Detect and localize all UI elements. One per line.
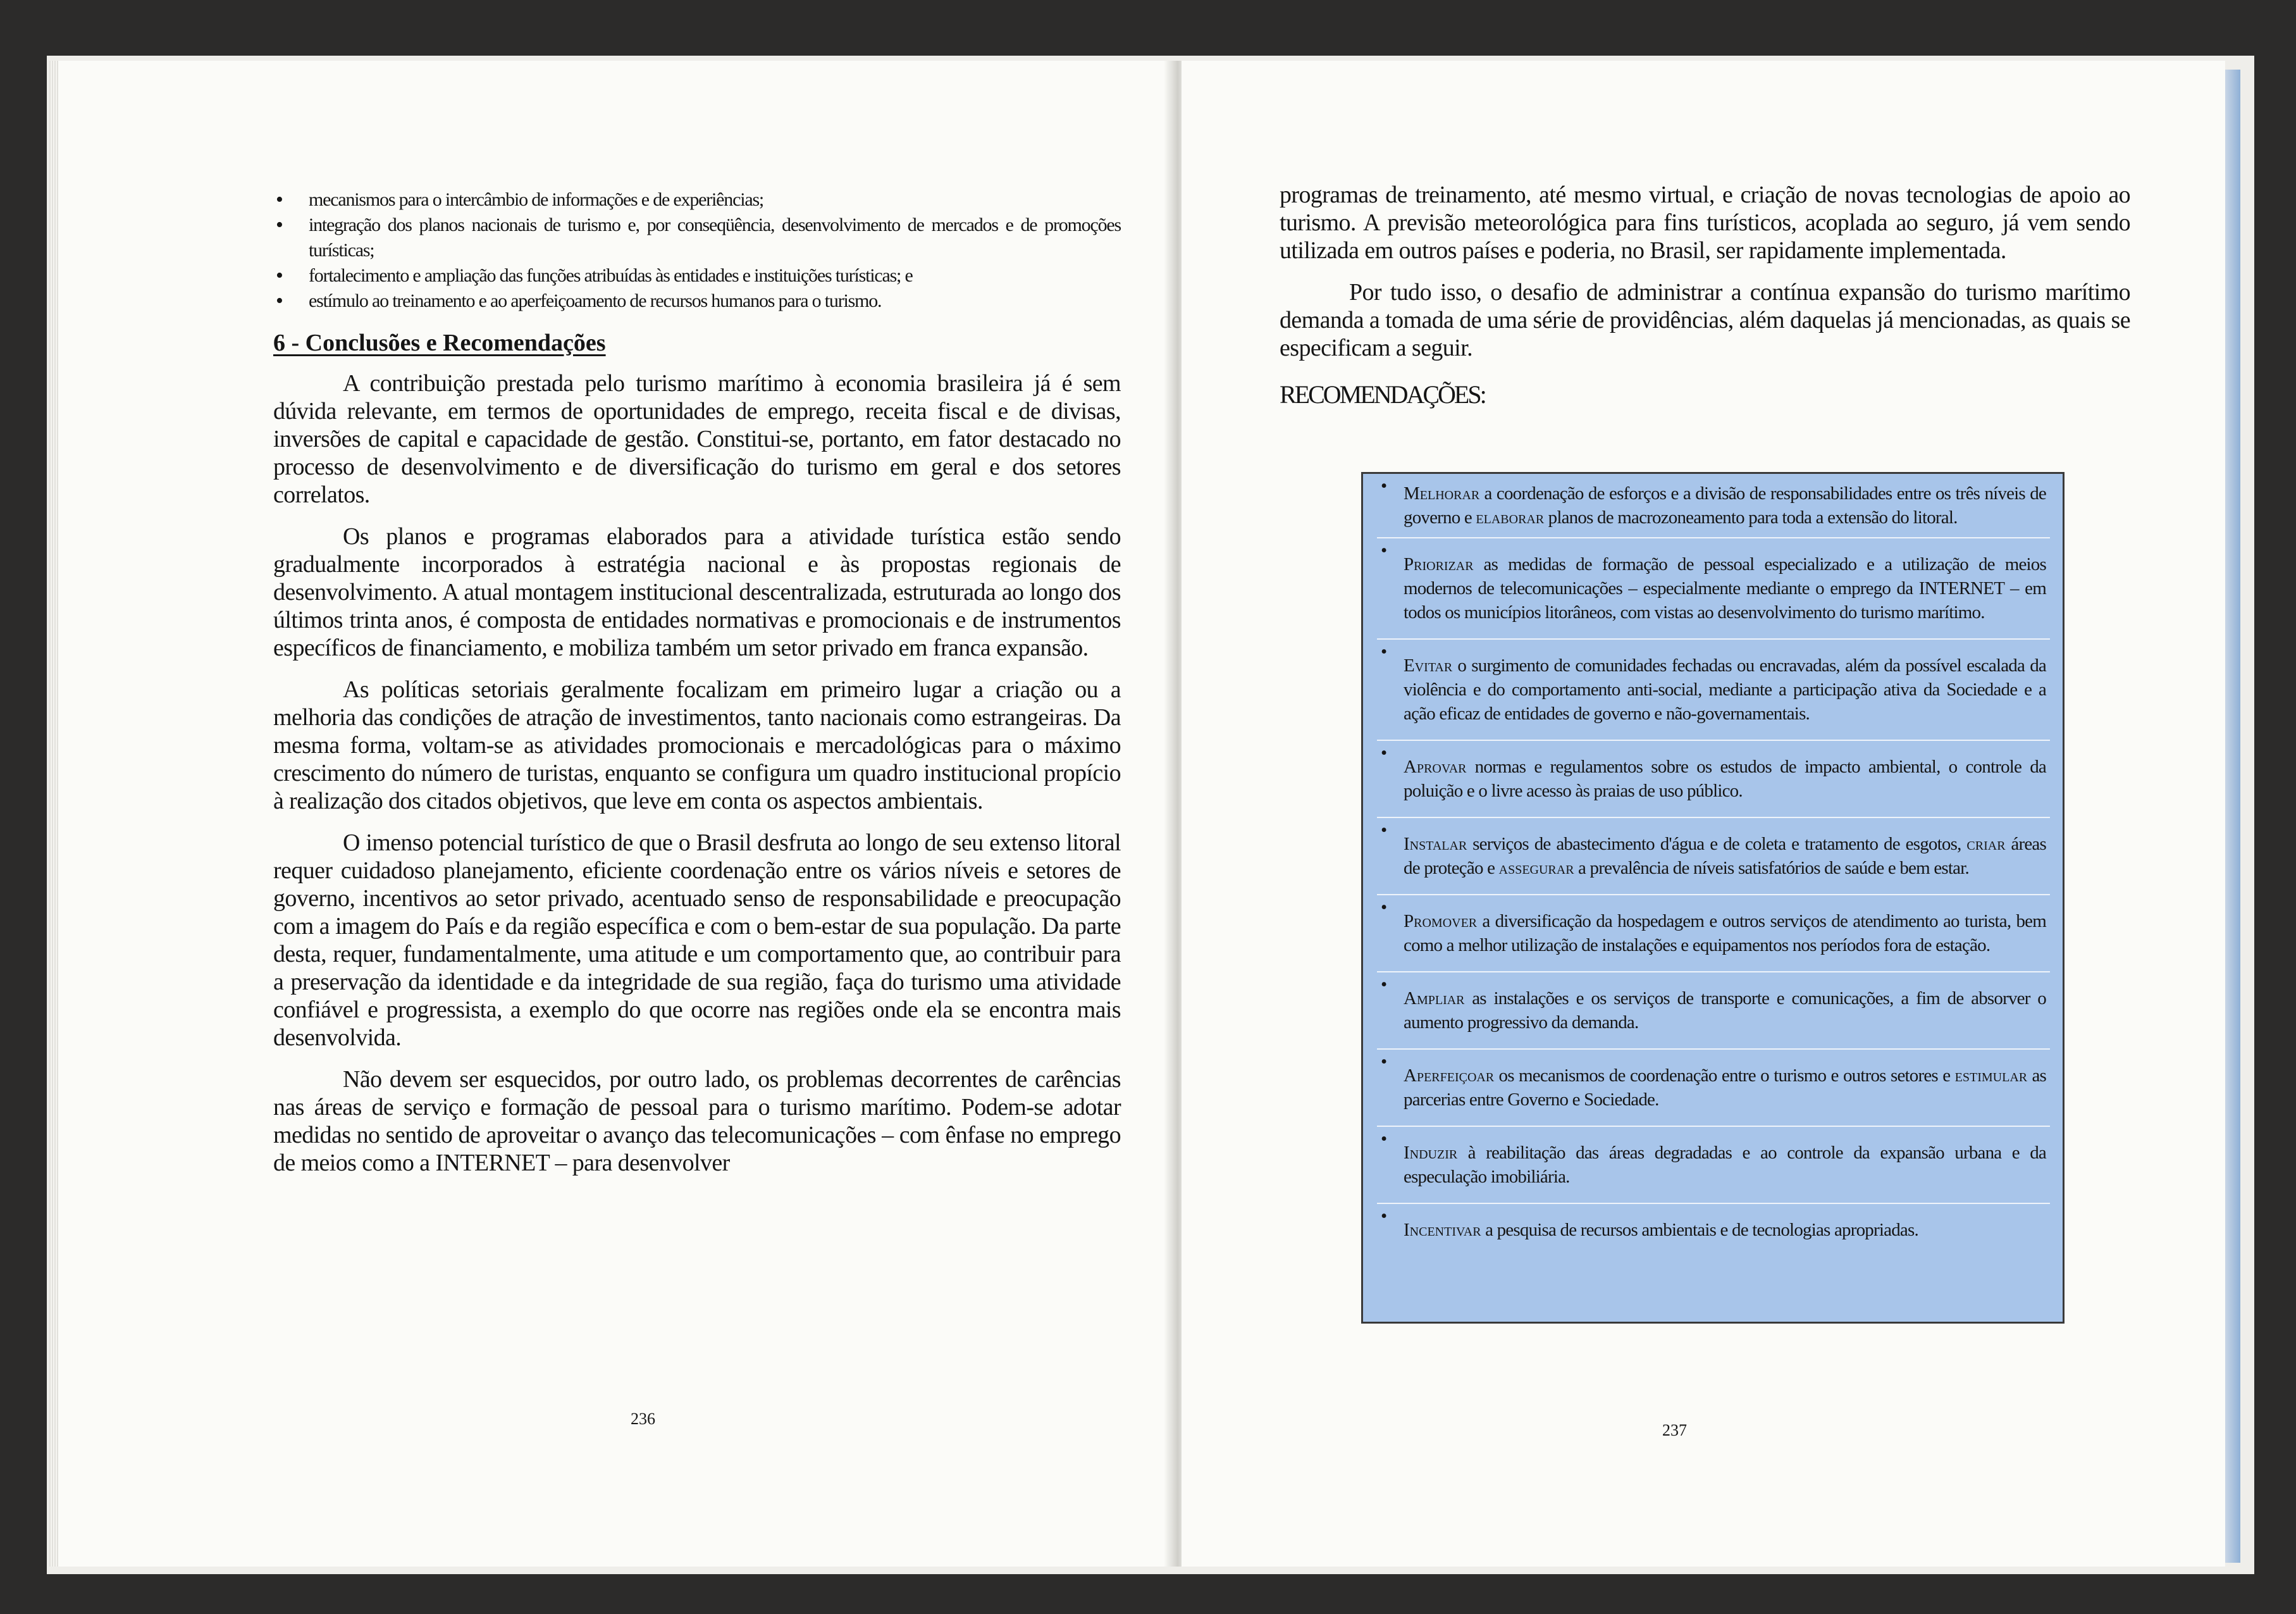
recommendation-item bbox=[1377, 971, 2050, 1048]
recommendation-text: planos de macrozoneamento para toda a extensão do litoral. bbox=[1544, 507, 1958, 528]
section-title: 6 - Conclusões e Recomendações bbox=[273, 330, 606, 356]
recommendation-item bbox=[1377, 638, 2050, 740]
recommendation-text: a pesquisa de recursos ambientais e de tecnologias apropriadas. bbox=[1481, 1220, 1918, 1240]
list-item: • fortalecimento e ampliação das funções atribuídas às entidades e instituições turísticas; e bbox=[273, 263, 1121, 289]
left-page bbox=[58, 61, 1171, 1567]
left-page-edges bbox=[49, 61, 58, 1567]
recommendation-text: a diversificação da hospedagem e outros serviços de atendimento ao turista, bem como a melhor utilização de instalações e equipamentos nos períodos fora de estação. bbox=[1404, 911, 2046, 955]
recommendation-text: normas e regulamentos sobre os estudos de impacto ambiental, o controle da poluição e o livre acesso às praias de uso público. bbox=[1404, 757, 2046, 801]
recommendation-text: áreas de proteção e bbox=[1404, 834, 2046, 878]
recommendation-text: o surgimento de comunidades fechadas ou encravadas, além da possível escalada da violência e do comportamento anti-social, mediante a participação ativa da Sociedade e a ação eficaz de entidades de governo e não-governamentais. bbox=[1404, 655, 2046, 724]
recommendation-text: os mecanismos de coordenação entre o turismo e outros setores e bbox=[1494, 1065, 1955, 1086]
paragraph: Não devem ser esquecidos, por outro lado, os problemas decorrentes de carências nas áreas de serviço e formação de pessoal para o turismo marítimo. Podem-se adotar medidas no sentido de aproveitar o avanço das telecomunicações – com ênfase no emprego de meios como a INTERNET – para desenvolver bbox=[273, 1066, 1121, 1176]
recommendation-item bbox=[1377, 740, 2050, 817]
list-item: • mecanismos para o intercâmbio de informações e de experiências; bbox=[273, 187, 1121, 213]
recommendation-verb: elaborar bbox=[1476, 507, 1545, 528]
paragraph: A contribuição prestada pelo turismo marítimo à economia brasileira já é sem dúvida relevante, em termos de oportunidades de emprego, receita fiscal e de divisas, inversões de capital e capacidade de gestão. Constitui-se, portanto, em fator destacado no processo de desenvolvimento e de diversificação do turismo em geral e dos setores correlatos. bbox=[273, 370, 1121, 508]
paragraph: Por tudo isso, o desafio de administrar a contínua expansão do turismo marítimo demanda a tomada de uma série de providências, além daquelas já mencionadas, as quais se especificam a seguir. bbox=[1280, 279, 2130, 361]
paragraph: Os planos e programas elaborados para a atividade turística estão sendo gradualmente incorporados à estratégia nacional e às propostas regionais de desenvolvimento. A atual montagem institucional descentralizada, estruturada ao longo dos últimos trinta anos, é composta de entidades normativas e promocionais e de instrumentos específicos de financiamento, e mobiliza também um setor privado em franca expansão. bbox=[273, 523, 1121, 661]
recommendation-item bbox=[1377, 894, 2050, 971]
recommendation-item bbox=[1377, 1203, 2050, 1250]
recommendation-verb: criar bbox=[1966, 834, 2006, 854]
page-number: 236 bbox=[631, 1410, 655, 1428]
recommendation-text: as parcerias entre Governo e Sociedade. bbox=[1404, 1065, 2046, 1110]
recommendations-box bbox=[1361, 472, 2065, 1324]
recommendation-text: a coordenação de esforços e a divisão de responsabilidades entre os três níveis de governo e bbox=[1404, 483, 2046, 528]
list-item: • integração dos planos nacionais de turismo e, por conseqüência, desenvolvimento de mercados e de promoções turísticas; bbox=[273, 213, 1121, 263]
recommendation-verb: Aprovar bbox=[1404, 757, 1467, 777]
recommendation-verb: Ampliar bbox=[1404, 988, 1465, 1009]
recommendation-item bbox=[1377, 474, 2050, 537]
recommendation-verb: Priorizar bbox=[1404, 554, 1474, 574]
recommendation-verb: Induzir bbox=[1404, 1143, 1458, 1163]
recommendations-heading: RECOMENDAÇÕES: bbox=[1280, 380, 1485, 409]
recommendation-text: as medidas de formação de pessoal especializado e a utilização de meios modernos de telecomunicações – especialmente mediante o emprego da INTERNET – em todos os municípios litorâneos, com vistas ao desenvolvimento do turismo marítimo. bbox=[1404, 554, 2046, 623]
recommendation-text: a prevalência de níveis satisfatórios de saúde e bem estar. bbox=[1574, 858, 1969, 878]
recommendation-item bbox=[1377, 1126, 2050, 1203]
page-number: 237 bbox=[1662, 1421, 1687, 1439]
recommendation-item bbox=[1377, 537, 2050, 638]
right-text-column bbox=[1280, 181, 2130, 420]
recommendation-text: as instalações e os serviços de transporte e comunicações, a fim de absorver o aumento progressivo da demanda. bbox=[1404, 988, 2046, 1033]
paragraph: programas de treinamento, até mesmo virtual, e criação de novas tecnologias de apoio ao turismo. A previsão meteorológica para fins turísticos, acoplada ao seguro, já vem sendo utilizada em outros países e poderia, no Brasil, ser rapidamente implementada. bbox=[1280, 182, 2130, 264]
list-item: • estímulo ao treinamento e ao aperfeiçoamento de recursos humanos para o turismo. bbox=[273, 289, 1121, 314]
recommendation-item bbox=[1377, 817, 2050, 894]
right-page-edge bbox=[2225, 70, 2240, 1563]
recommendations-list bbox=[1377, 474, 2050, 1250]
recommendation-verb: Incentivar bbox=[1404, 1220, 1481, 1240]
recommendation-text: à reabilitação das áreas degradadas e ao controle da expansão urbana e da especulação imobiliária. bbox=[1404, 1143, 2046, 1187]
recommendation-verb: Melhorar bbox=[1404, 483, 1480, 504]
recommendation-verb: assegurar bbox=[1498, 858, 1574, 878]
recommendation-text: serviços de abastecimento d'água e de coleta e tratamento de esgotos, bbox=[1467, 834, 1967, 854]
recommendation-verb: estimular bbox=[1954, 1065, 2028, 1086]
recommendation-item bbox=[1377, 1048, 2050, 1126]
recommendation-verb: Aperfeiçoar bbox=[1404, 1065, 1495, 1086]
recommendation-verb: Instalar bbox=[1404, 834, 1467, 854]
left-text-column bbox=[273, 187, 1121, 1191]
paragraph: O imenso potencial turístico de que o Brasil desfruta ao longo de seu extenso litoral requer cuidadoso planejamento, eficiente coordenação entre os vários níveis e setores de governo, incentivos ao setor privado, acentuado senso de responsabilidade e preocupação com a imagem do País e da região específica e com o bem-estar de sua população. Da parte desta, requer, fundamentalmente, uma atitude e um comportamento que, ao contribuir para a preservação da identidade e da integridade de sua região, faça do turismo uma atividade confiável e progressista, a exemplo do que ocorre nas regiões onde ela se encontra mais desenvolvida. bbox=[273, 829, 1121, 1051]
left-bullet-list bbox=[273, 187, 1121, 314]
paragraph: As políticas setoriais geralmente focalizam em primeiro lugar a criação ou a melhoria das condições de atração de investimentos, tanto nacionais como estrangeiras. Da mesma forma, voltam-se as atividades promocionais e mercadológicas para o máximo crescimento do número de turistas, enquanto se configura um quadro institucional propício à realização dos citados objetivos, que leve em conta os aspectos ambientais. bbox=[273, 676, 1121, 814]
recommendation-verb: Promover bbox=[1404, 911, 1478, 931]
recommendation-verb: Evitar bbox=[1404, 655, 1453, 676]
